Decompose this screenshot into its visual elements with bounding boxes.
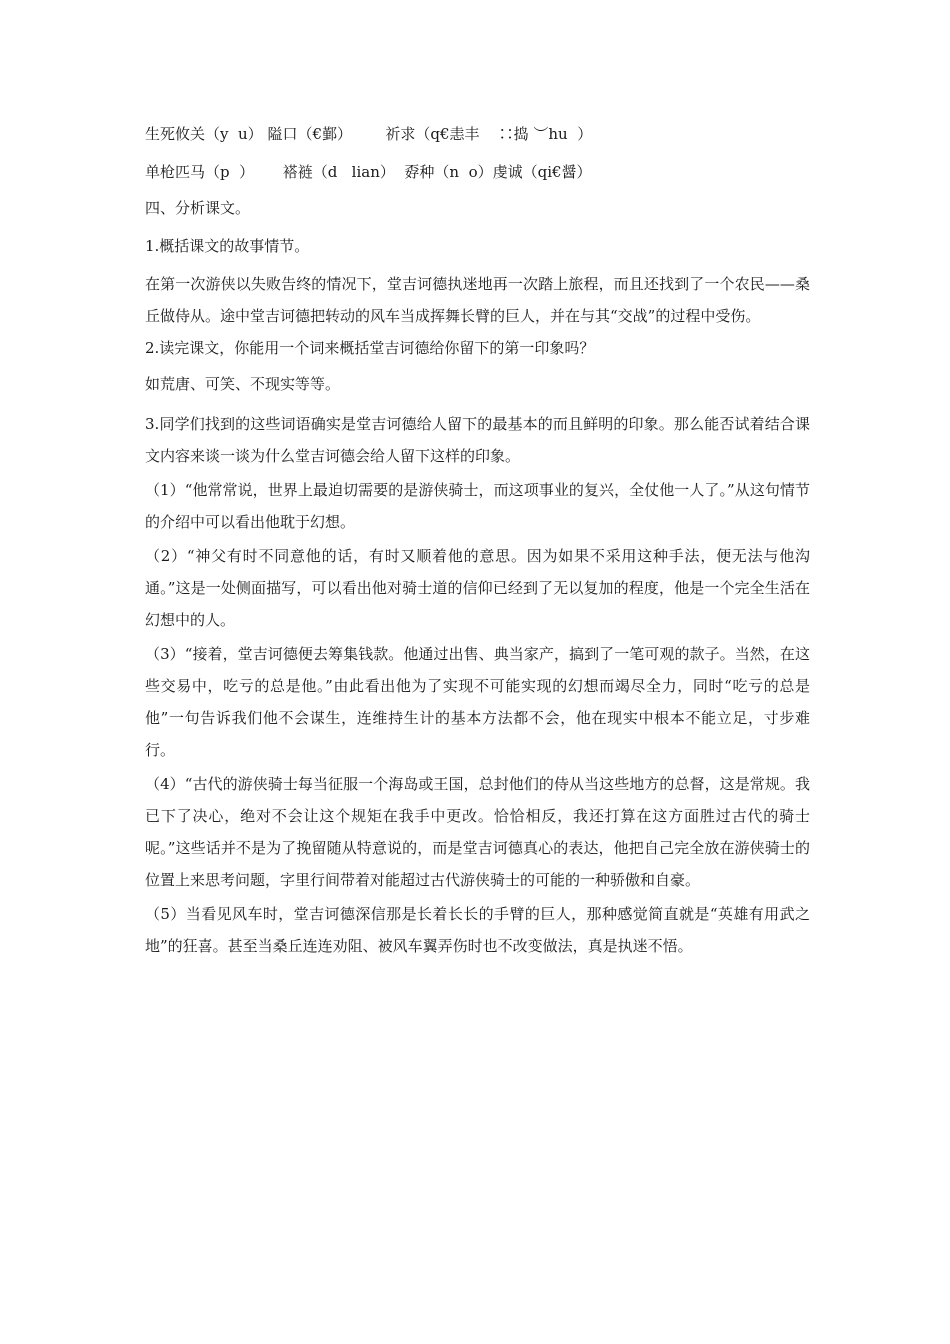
pinyin-line-1: 生死攸关（y u） 隘口（€鄞） 祈求（q€恚丰 ∷捣 ︶hu ） xyxy=(145,125,593,143)
document-body xyxy=(145,124,810,962)
question-1: 1.概括课文的故事情节。 xyxy=(145,237,310,255)
analysis-point-5: （5）当看见风车时，堂吉诃德深信那是长着长长的手臂的巨人，那种感觉简直就是“英雄有用武之地”的狂喜。甚至当桑丘连连劝阻、被风车翼弄伤时也不改变做法，真是执迷不悟。 xyxy=(145,905,810,955)
pinyin-line-2: 单枪匹马（p ） 褡裢（d lian） 孬种（n o）虔诚（qi€醤） xyxy=(145,163,592,181)
analysis-point-2: （2）“神父有时不同意他的话，有时又顺着他的意思。因为如果不采用这种手法，便无法与他沟通。”这是一处侧面描写，可以看出他对骑士道的信仰已经到了无以复加的程度，他是一个完全生活在幻想中的人。 xyxy=(145,547,810,629)
analysis-point-3: （3）“接着，堂吉诃德便去筹集钱款。他通过出售、典当家产，搞到了一笔可观的款子。当然，在这些交易中，吃亏的总是他。”由此看出他为了实现不可能实现的幻想而竭尽全力，同时“吃亏的总是他”一句告诉我们他不会谋生，连维持生计的基本方法都不会，他在现实中根本不能立足，寸步难行。 xyxy=(145,645,810,759)
analysis-point-1: （1）“他常常说，世界上最迫切需要的是游侠骑士，而这项事业的复兴，全仗他一人了。”从这句情节的介绍中可以看出他耽于幻想。 xyxy=(145,481,810,531)
question-3: 3.同学们找到的这些词语确实是堂吉诃德给人留下的最基本的而且鲜明的印象。那么能否试着结合课文内容来谈一谈为什么堂吉诃德会给人留下这样的印象。 xyxy=(145,415,810,465)
answer-1: 在第一次游侠以失败告终的情况下，堂吉诃德执迷地再一次踏上旅程，而且还找到了一个农民——桑丘做侍从。途中堂吉诃德把转动的风车当成挥舞长臂的巨人，并在与其“交战”的过程中受伤。 xyxy=(145,275,810,325)
question-2: 2.读完课文，你能用一个词来概括堂吉诃德给你留下的第一印象吗？ xyxy=(145,339,595,357)
answer-2: 如荒唐、可笑、不现实等等。 xyxy=(145,375,341,393)
section-heading-4: 四、分析课文。 xyxy=(145,199,251,217)
analysis-point-4: （4）“古代的游侠骑士每当征服一个海岛或王国，总封他们的侍从当这些地方的总督，这是常规。我已下了决心，绝对不会让这个规矩在我手中更改。恰恰相反，我还打算在这方面胜过古代的骑士呢。”这些话并不是为了挽留随从特意说的，而是堂吉诃德真心的表达，他把自己完全放在游侠骑士的位置上来思考问题，字里行间带着对能超过古代游侠骑士的可能的一种骄傲和自豪。 xyxy=(145,775,810,889)
